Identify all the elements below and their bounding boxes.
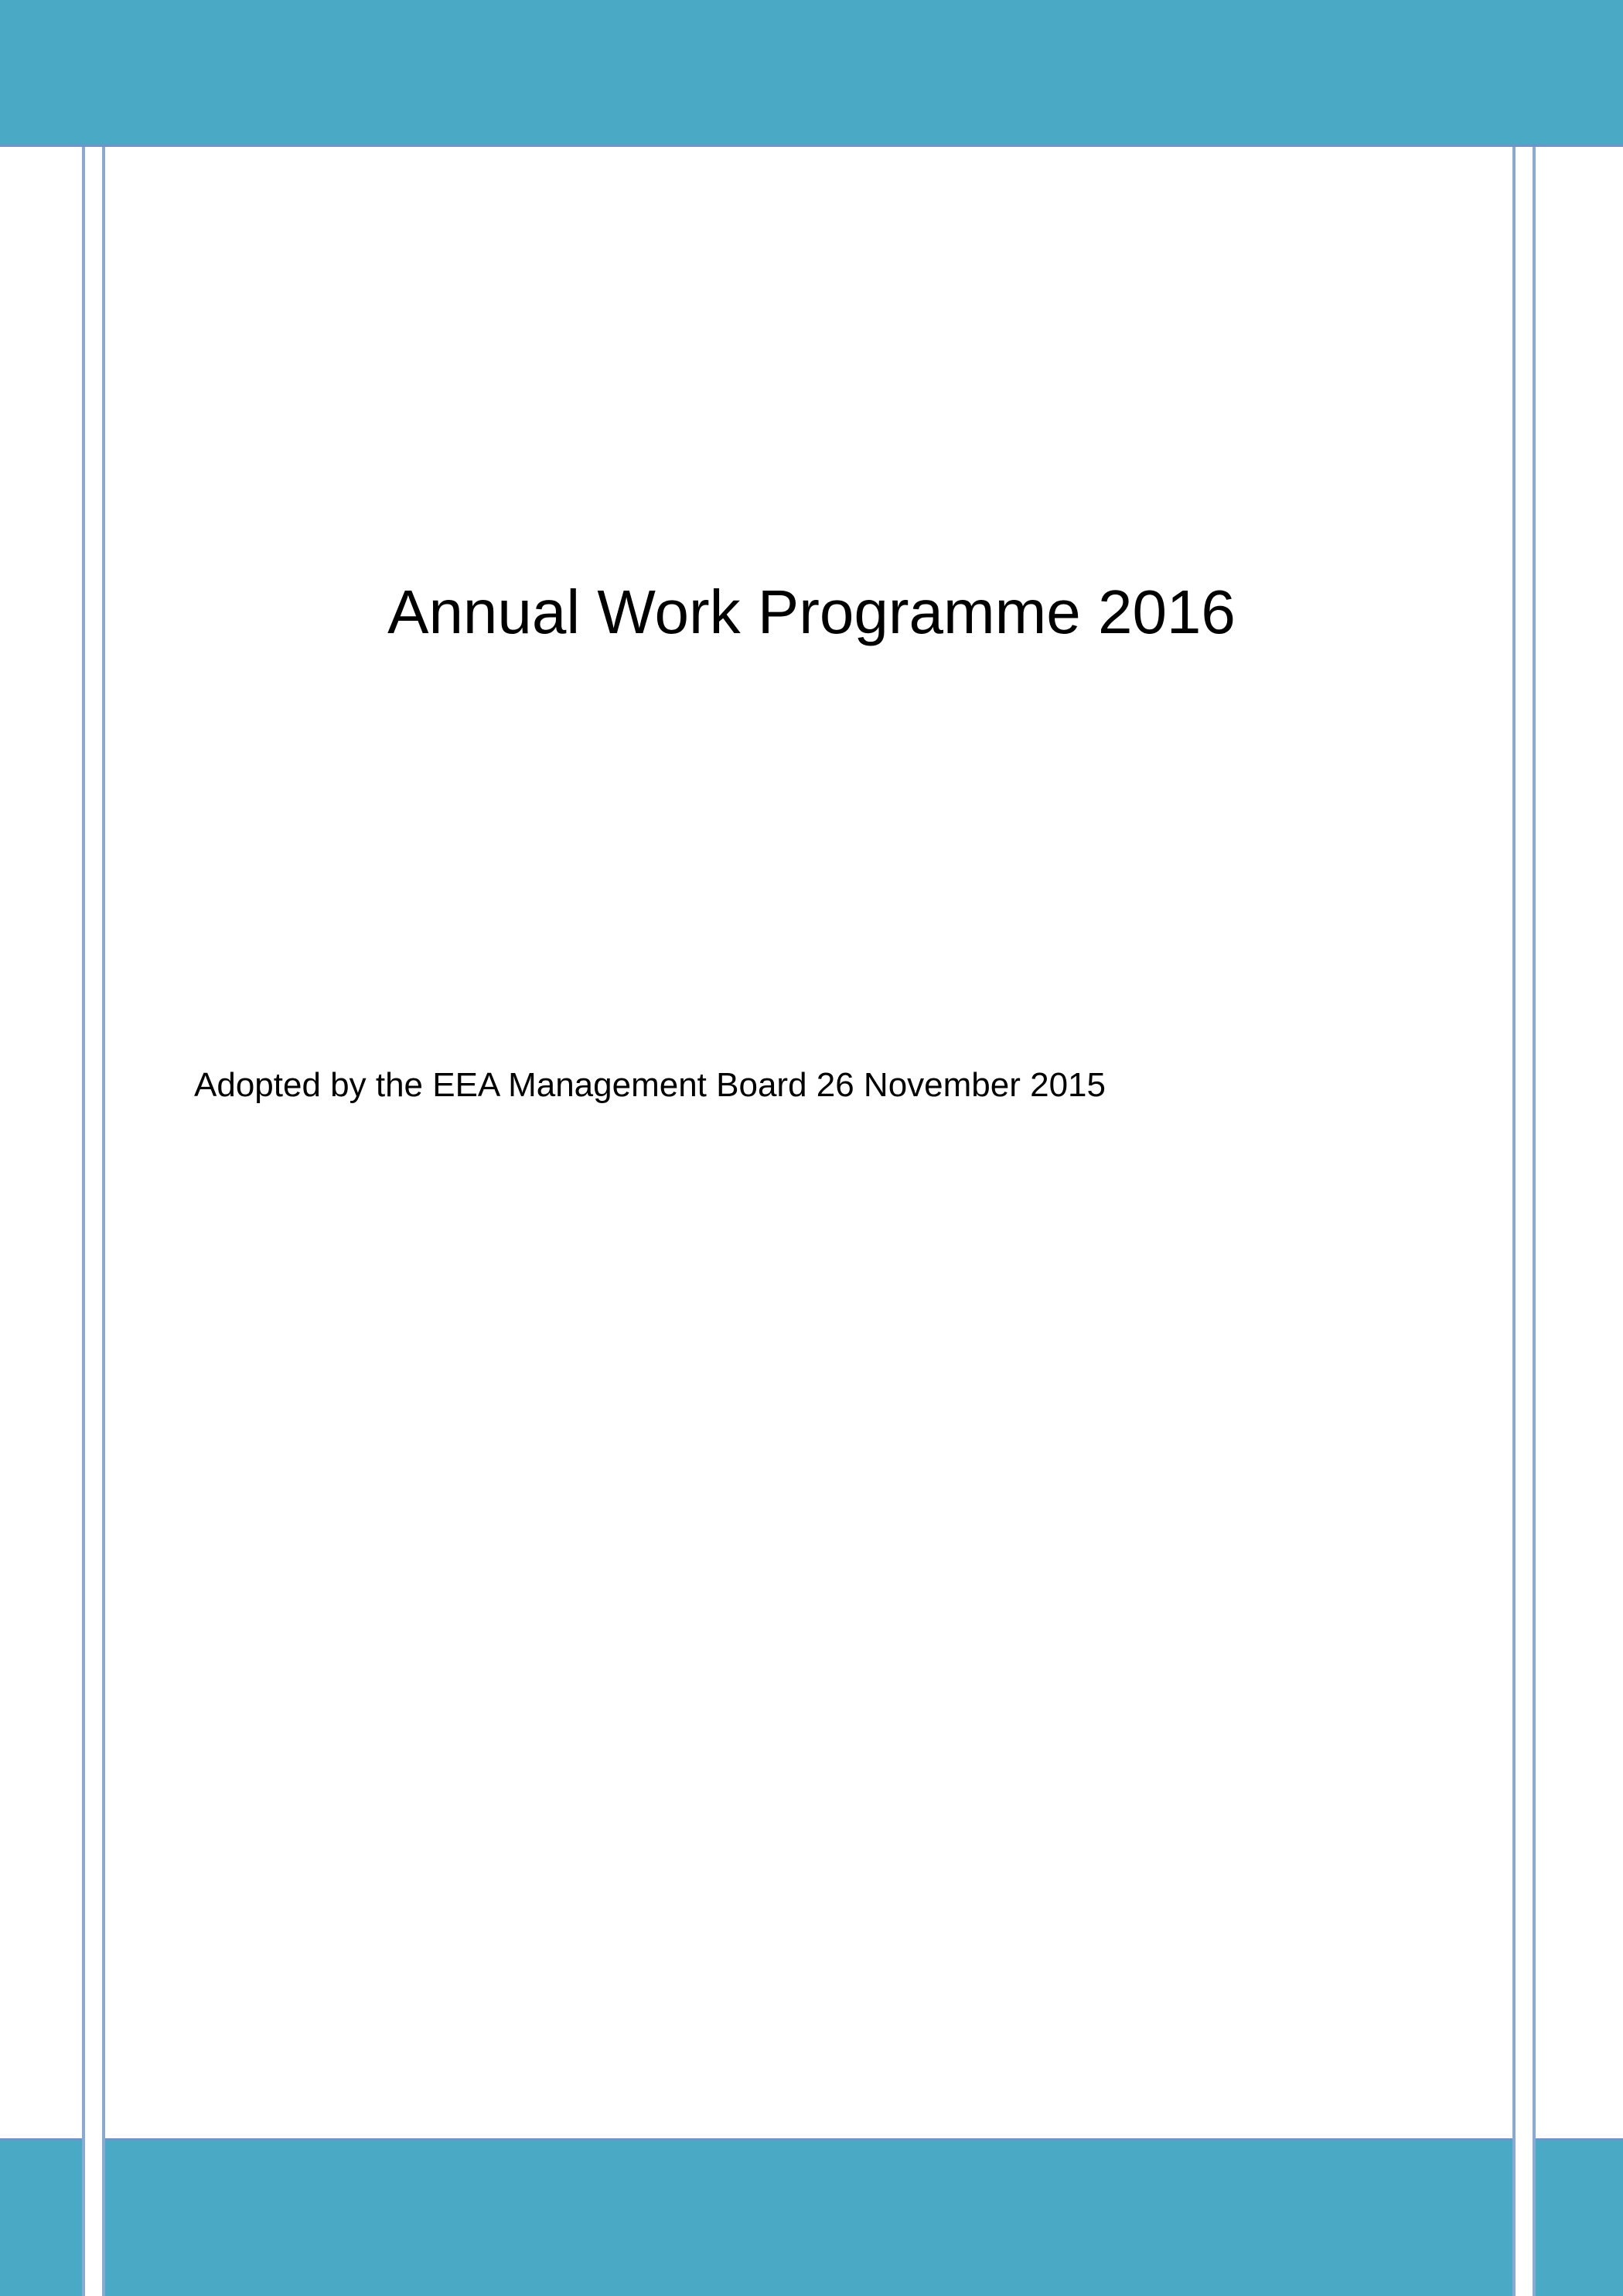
- right-outer-rule: [1533, 147, 1536, 2296]
- page-panel-bottom: [105, 2138, 1512, 2296]
- left-outer-rule: [82, 147, 85, 2296]
- left-inner-rule: [102, 147, 105, 2296]
- adoption-note: Adopted by the EEA Management Board 26 November 2015: [194, 1066, 1106, 1104]
- right-inner-rule: [1512, 147, 1516, 2296]
- document-title: Annual Work Programme 2016: [387, 577, 1236, 646]
- top-decorative-band: [0, 0, 1623, 147]
